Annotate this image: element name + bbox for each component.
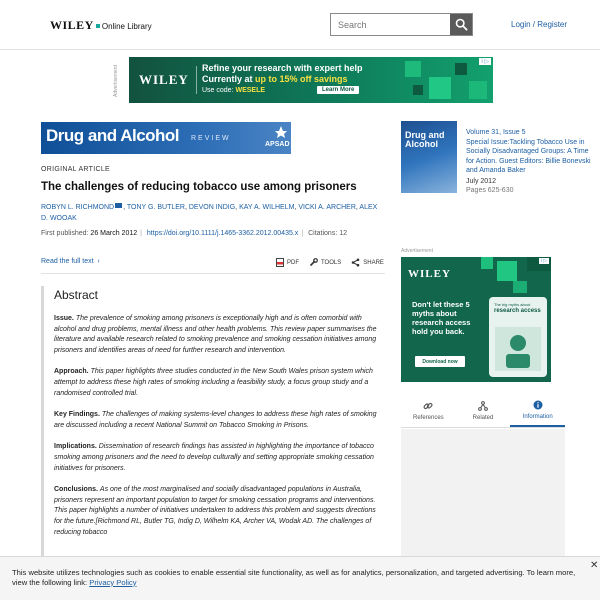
search-input[interactable] [331, 14, 450, 35]
logo-online-library: Online Library [101, 22, 152, 31]
tab-information[interactable]: Information [510, 395, 565, 427]
sidebar-tabs [401, 395, 565, 428]
top-advertisement[interactable] [129, 57, 493, 103]
tools-button[interactable]: TOOLS [309, 258, 341, 267]
issue-pages: Pages 625-630 [466, 187, 514, 194]
abstract-implications: Implications. Dissemination of research findings has assisted in highlighting the importance of tobacco smoking among prisoners and the need to develop culturally and setting appropriate smoking cessation initiatives for prisoners. [54, 443, 374, 472]
abstract-section [41, 286, 385, 566]
adchoices-icon[interactable]: i ▷ [481, 59, 489, 65]
top-header [0, 0, 600, 50]
logo-wordmark: WILEY [50, 18, 94, 32]
info-icon [533, 400, 543, 410]
journal-title: Drug and Alcohol [46, 126, 180, 145]
author-link[interactable]: KAY A. WILHELM [239, 204, 295, 211]
tab-related[interactable]: Related [456, 395, 511, 427]
ad-illustration-icon [495, 327, 541, 371]
author-link[interactable]: ROBYN L. RICHMOND [41, 204, 115, 211]
doi-link[interactable]: https://doi.org/10.1111/j.1465-3362.2012.00435.x [146, 230, 299, 237]
issue-volume-link[interactable]: Volume 31, Issue 5 [466, 129, 526, 136]
apsad-emblem-icon [274, 125, 288, 139]
sidebar-ad-label: Advertisement [401, 248, 433, 254]
article-tools [276, 258, 384, 267]
journal-cover-image[interactable] [401, 121, 457, 193]
tab-references[interactable]: References [401, 395, 456, 427]
sidebar-advertisement[interactable] [401, 257, 551, 382]
search-button[interactable] [450, 14, 472, 35]
wiley-logo[interactable] [50, 18, 152, 33]
chevron-right-icon: › [95, 258, 100, 265]
article-type: ORIGINAL ARTICLE [41, 166, 110, 173]
citations-count[interactable]: Citations: 12 [308, 230, 348, 237]
ad-learn-more-button[interactable]: Learn More [317, 86, 359, 94]
wrench-icon [309, 258, 318, 267]
journal-review: REVIEW [191, 135, 231, 142]
email-icon[interactable] [115, 203, 122, 208]
cover-title: Drug and Alcohol [405, 130, 445, 149]
ad-text: Don't let these 5 myths about research access hold you back. [412, 300, 471, 336]
ad-brand: WILEY [408, 268, 451, 280]
author-list: ROBYN L. RICHMOND , TONY G. BUTLER, DEVON INDIG, KAY A. WILHELM, VICKI A. ARCHER, ALEX D. WOOAK [41, 204, 378, 222]
ad-download-button[interactable]: Download now [415, 356, 465, 367]
article-title: The challenges of reducing tobacco use among prisoners [41, 181, 357, 193]
author-link[interactable]: VICKI A. ARCHER [298, 204, 356, 211]
privacy-policy-link[interactable]: Privacy Policy [89, 577, 137, 587]
abstract-key-findings: Key Findings. The challenges of making systems-level changes to address these high rates of smoking are discussed including a recent National Summit on Tobacco Smoking in Prisons. [54, 411, 377, 429]
share-icon [351, 258, 360, 267]
issue-info [466, 128, 591, 196]
ad-code: Use code: WESELE [202, 87, 266, 94]
journal-banner[interactable] [41, 122, 291, 154]
adchoices-icon[interactable]: i ▷ [540, 258, 547, 264]
special-issue-link[interactable]: Special Issue:Tackling Tobacco Use in Socially Disadvantaged Groups: A Time for Action. Guest Editors: Billie Bonevski and Amanda Baker [466, 138, 591, 174]
link-icon [423, 401, 433, 411]
abstract-conclusions: Conclusions. As one of the most marginalised and socially disadvantaged populations in Australia, prisoners represent an important population to target for smoking cessation programs and interventions. This paper highlights a number of initiatives undertaken to address this problem and suggests directions for the future.[Richmond RL, Butler TG, Indig D, Wilhelm KA, Archer VA, Wodak AD. The challenges of reducing tobacco [54, 486, 376, 536]
cookie-banner [0, 556, 600, 600]
login-register-link[interactable]: Login / Register [511, 20, 568, 29]
abstract-heading: Abstract [54, 288, 99, 302]
publish-date: 26 March 2012 [90, 230, 138, 237]
tab-panel [401, 429, 565, 569]
issue-date: July 2012 [466, 177, 496, 185]
ad-label: Advertisement [112, 65, 119, 97]
search-box [330, 13, 473, 36]
abstract-issue: Issue. The prevalence of smoking among prisoners is exceptionally high and is often comorbid with alcohol and drug problems, mental illness and other health problems. This review paper summarises the literature and available research related to smoking prevalence and smoking cessation initiatives among prisoners and identifies areas of need for further research and intervention. [54, 315, 377, 354]
publication-info: First published: 26 March 2012 | https://doi.org/10.1111/j.1465-3362.2012.00435.x | Citations: 12 [41, 230, 348, 237]
close-icon[interactable]: ✕ [590, 560, 599, 571]
pdf-button[interactable]: PDF [276, 258, 299, 267]
share-button[interactable]: SHARE [351, 258, 384, 267]
ad-headline: Refine your research with expert help Currently at up to 15% off savings [202, 63, 363, 84]
author-link[interactable]: ALEX D. WOOAK [41, 204, 378, 222]
ad-phone-image: The big myths about research access [489, 297, 547, 377]
divider [41, 273, 385, 274]
read-full-text-link[interactable]: Read the full text › [41, 258, 100, 265]
pdf-icon [276, 258, 284, 267]
network-icon [478, 401, 488, 411]
journal-apsad: APSAD [265, 141, 290, 148]
logo-dot-icon [96, 24, 100, 28]
abstract-approach: Approach. This paper highlights three studies conducted in the New South Wales prison system which attempt to address these high rates of smoking including a feasibility study, a focus group study and a randomised controlled trial. [54, 368, 373, 397]
cookie-text: This website utilizes technologies such as cookies to enable essential site functionality, as well as for analytics, personalization, and targeted advertising. To learn more, view the following link: Privacy Policy [12, 568, 576, 587]
author-link[interactable]: DEVON INDIG [188, 204, 236, 211]
author-link[interactable]: TONY G. BUTLER [126, 204, 185, 211]
search-icon [455, 18, 468, 31]
ad-brand: WILEY [139, 72, 189, 87]
ad-divider [196, 66, 197, 94]
